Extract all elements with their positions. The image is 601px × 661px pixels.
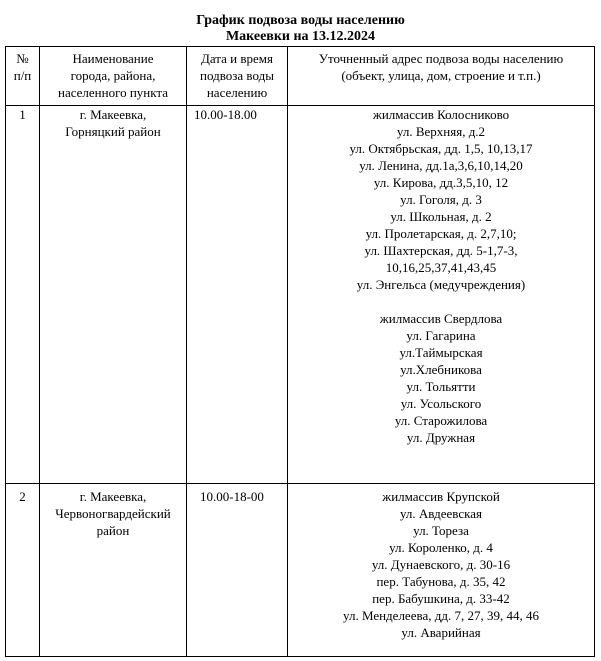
address-line: ул. Усольского [400,396,482,411]
address-line: ул.Таймырская [399,345,483,360]
row-number: 1 [6,106,40,484]
address-line: ул. Ленина, дд.1а,3,6,10,14,20 [359,158,523,173]
address-line: пер. Табунова, д. 35, 42 [376,574,506,589]
title-line-2: Макеевки на 13.12.2024 [225,29,376,44]
address-line: жилмассив Крупской [382,489,500,504]
row-number: 2 [6,484,40,657]
document-title [0,13,601,45]
address-line: ул. Старожилова [394,413,488,428]
row-city: г. Макеевка, Червоногвардейский район [40,484,187,657]
address-line: ул. Энгельса (медучреждения) [356,277,526,292]
address-line: ул. Школьная, д. 2 [390,209,492,224]
address-line: ул. Авдеевская [400,506,482,521]
address-line: ул. Пролетарская, д. 2,7,10; [365,226,517,241]
table-row [6,484,595,657]
address-line: ул. Кирова, дд.3,5,10, 12 [373,175,509,190]
address-group [291,106,591,293]
address-line: пер. Бабушкина, д. 33-42 [372,591,510,606]
address-line: жилмассив Свердлова [379,311,503,326]
address-line: ул. Дунаевского, д. 30-16 [371,557,511,572]
address-line: ул. Октябрьская, дд. 1,5, 10,13,17 [349,141,533,156]
address-line: ул.Хлебникова [400,362,482,377]
address-line: 10,16,25,37,41,43,45 [385,260,497,275]
address-line: ул. Тольятти [406,379,476,394]
water-delivery-table [5,46,595,657]
address-line: ул. Аварийная [401,625,481,640]
header-address: Уточненный адрес подвоза воды населению (объект, улица, дом, строение и т.п.) [288,47,595,106]
row-date: 10.00-18.00 [187,106,288,484]
row-date: 10.00-18-00 [187,484,288,657]
address-line: ул. Гагарина [406,328,476,343]
row-address [288,106,595,484]
table-header-row [6,47,595,106]
header-date: Дата и время подвоза воды населению [187,47,288,106]
address-line: ул. Менделеева, дд. 7, 27, 39, 44, 46 [343,608,539,623]
header-city: Наименование города, района, населенного пункта [40,47,187,106]
address-line: ул. Короленко, д. 4 [389,540,493,555]
address-group [291,488,591,641]
row-city: г. Макеевка, Горняцкий район [40,106,187,484]
address-line: ул. Гоголя, д. 3 [400,192,482,207]
row-address [288,484,595,657]
address-line: ул. Шахтерская, дд. 5-1,7-3, [364,243,518,258]
address-line: жилмассив Колосниково [372,107,510,122]
header-num: № п/п [6,47,40,106]
title-line-1: График подвоза воды населению [196,13,405,28]
address-line: ул. Тореза [413,523,469,538]
table-row [6,106,595,484]
address-group [291,310,591,446]
address-line: ул. Дружная [406,430,476,445]
address-line: ул. Верхняя, д.2 [396,124,486,139]
